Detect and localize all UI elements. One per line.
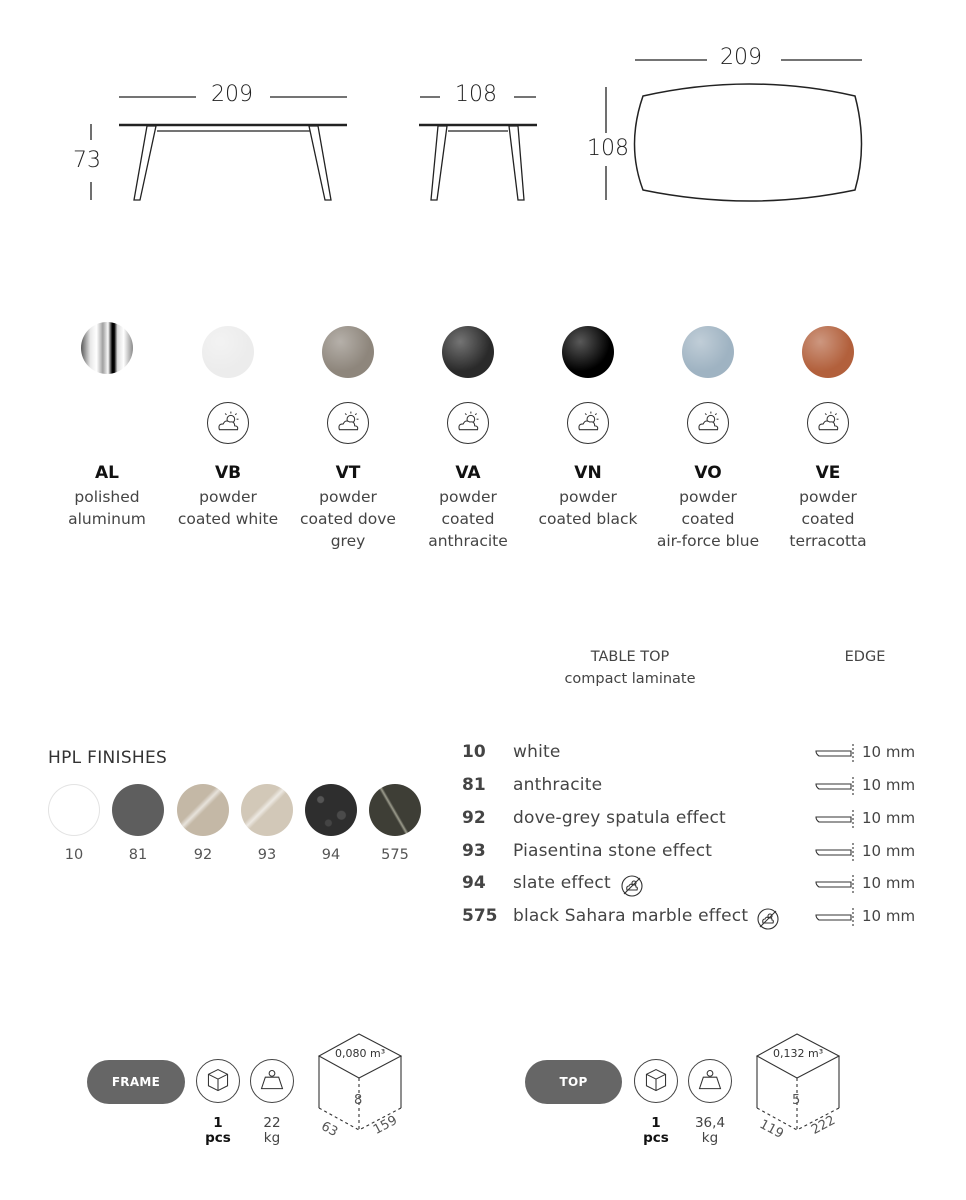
hpl-code: 92 [193,847,213,863]
top-finish-name: Piasentina stone effect [513,841,713,861]
finish-swatch-va[interactable] [442,326,494,378]
package-height: 5 [792,1093,801,1108]
frame-label-pill: FRAME [87,1060,185,1104]
finish-description-line: coated [441,510,495,528]
edge-profile-icon [815,777,855,795]
outdoor-icon [567,402,609,444]
finish-description-line: coated white [177,510,279,528]
hpl-swatch-81[interactable] [112,784,164,836]
top-view-drawing [0,0,966,230]
box-icon [634,1059,678,1103]
frame-weight [247,1116,297,1146]
pieces-number: 1 [213,1115,223,1131]
table-top-header [530,646,730,690]
weight-icon [250,1059,294,1103]
finish-code: VB [214,463,242,483]
finish-code: VN [574,463,602,483]
top-width-label: 108 [587,136,629,161]
top-finish-code: 575 [462,906,498,926]
edge-profile-icon [815,744,855,762]
finish-code: AL [95,463,119,483]
edge-thickness: 10 mm [862,842,916,860]
top-finish-name: black Sahara marble effect [513,906,749,926]
top-finish-code: 81 [462,775,486,795]
weight-unit: kg [263,1130,281,1146]
finish-description-line: powder [439,488,497,506]
finish-description-line: coated dove [300,510,396,528]
hpl-swatch-10[interactable] [48,784,100,836]
finish-description-line: powder [799,488,857,506]
hpl-code: 575 [381,847,409,863]
package-depth: 119 [756,1117,786,1142]
package-volume: 0,132 m³ [773,1047,824,1060]
outdoor-icon [687,402,729,444]
weight-number: 22 [263,1115,281,1131]
hpl-swatch-94[interactable] [305,784,357,836]
top-finish-name: white [513,742,561,762]
outdoor-icon [327,402,369,444]
edge-thickness: 10 mm [862,809,916,827]
finish-description-line: anthracite [428,532,508,550]
finish-code: VO [694,463,722,483]
pieces-unit: pcs [643,1130,669,1146]
edge-profile-icon [815,843,855,861]
hpl-swatch-575[interactable] [369,784,421,836]
finish-swatch-vb[interactable] [202,326,254,378]
top-finish-code: 10 [462,742,486,762]
finish-code: VE [815,463,841,483]
side-height-label: 73 [73,148,101,173]
finish-swatch-ve[interactable] [802,326,854,378]
finish-description-line: coated [681,510,735,528]
no-outdoor-icon [621,875,643,897]
finish-code: VT [335,463,361,483]
table-top-subtitle: compact laminate [564,671,696,687]
hpl-code: 81 [128,847,148,863]
outdoor-icon [207,402,249,444]
top-pieces [631,1116,681,1146]
edge-profile-icon [815,875,855,893]
finish-description [523,486,653,530]
box-icon [196,1059,240,1103]
package-volume: 0,080 m³ [335,1047,386,1060]
hpl-swatch-92[interactable] [177,784,229,836]
hpl-code: 93 [257,847,277,863]
top-finish-name: dove-grey spatula effect [513,808,726,828]
finish-swatch-vn[interactable] [562,326,614,378]
top-finish-code: 94 [462,873,486,893]
side-length-label: 209 [211,82,253,107]
top-weight [685,1116,735,1146]
finish-description [283,486,413,552]
finish-swatch-al[interactable] [81,322,133,374]
finish-swatch-vo[interactable] [682,326,734,378]
hpl-code: 94 [321,847,341,863]
top-finish-code: 93 [462,841,486,861]
edge-thickness: 10 mm [862,743,916,761]
weight-number: 36,4 [694,1115,726,1131]
outdoor-icon [807,402,849,444]
finish-description [763,486,893,552]
top-length-label: 209 [720,45,762,70]
finish-description [42,486,172,530]
edge-thickness: 10 mm [862,776,916,794]
top-label-pill: TOP [525,1060,622,1104]
pieces-unit: pcs [205,1130,231,1146]
top-finish-code: 92 [462,808,486,828]
outdoor-icon [447,402,489,444]
edge-header: EDGE [844,649,886,665]
end-width-label: 108 [455,82,497,107]
finish-description-line: powder [199,488,257,506]
weight-icon [688,1059,732,1103]
finish-description-line: coated [801,510,855,528]
finish-description-line: air-force blue [656,532,760,550]
finish-description-line: aluminum [68,510,146,528]
hpl-swatch-93[interactable] [241,784,293,836]
hpl-finishes-title: HPL FINISHES [48,748,168,768]
top-finish-name: anthracite [513,775,603,795]
no-outdoor-icon [757,908,779,930]
hpl-code: 10 [64,847,84,863]
finish-code: VA [455,463,481,483]
top-finish-name: slate effect [513,873,611,893]
weight-unit: kg [701,1130,719,1146]
finish-description-line: powder [559,488,617,506]
package-width: 159 [370,1113,400,1138]
edge-profile-icon [815,908,855,926]
package-depth: 63 [318,1118,341,1141]
finish-description-line: coated black [538,510,638,528]
finish-description-line: terracotta [789,532,867,550]
finish-description-line: polished [74,488,140,506]
frame-pieces [193,1116,243,1146]
finish-swatch-vt[interactable] [322,326,374,378]
edge-thickness: 10 mm [862,907,916,925]
pieces-number: 1 [651,1115,661,1131]
edge-thickness: 10 mm [862,874,916,892]
finish-description [163,486,293,530]
finish-description [643,486,773,552]
finish-description-line: powder [679,488,737,506]
table-top-title: TABLE TOP [590,649,670,665]
package-height: 8 [354,1093,363,1108]
finish-description [403,486,533,552]
finish-description-line: grey [330,532,366,550]
package-width: 222 [808,1113,838,1138]
finish-description-line: powder [319,488,377,506]
edge-profile-icon [815,810,855,828]
